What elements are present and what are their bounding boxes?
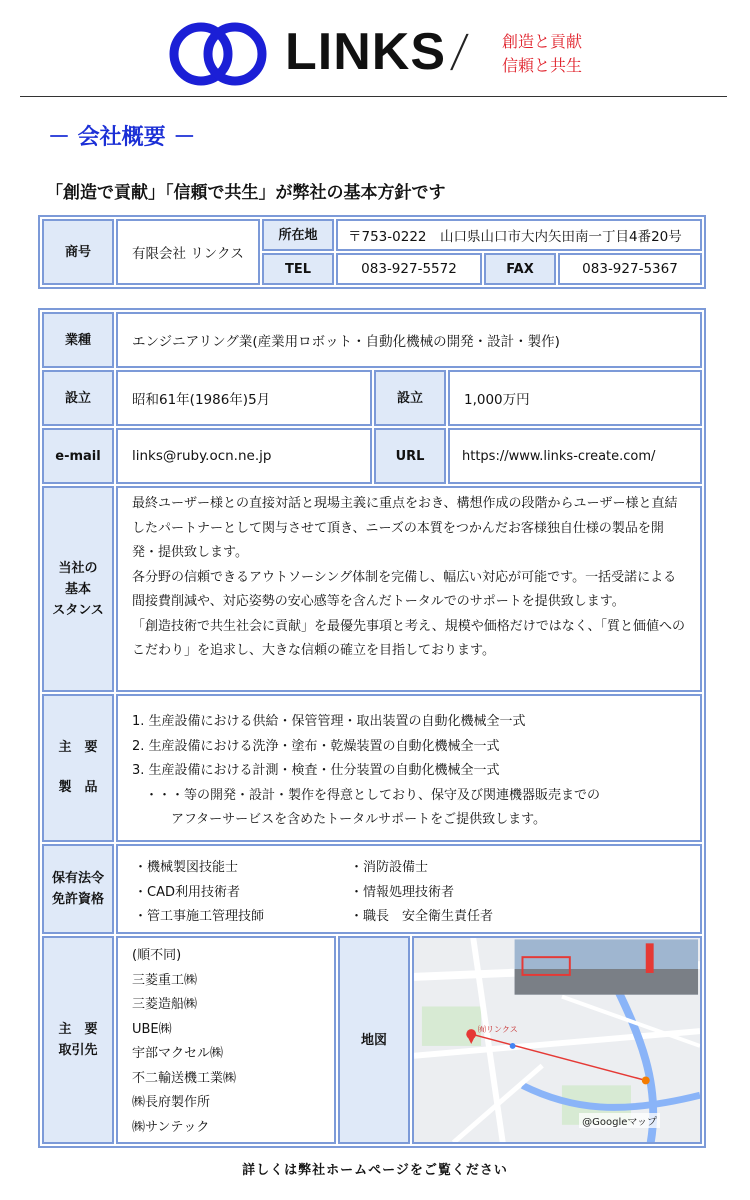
client-item: ㈱サンテック xyxy=(132,1119,210,1135)
footer-note: 詳しくは弊社ホームページをご覧ください xyxy=(242,1163,508,1178)
tel-label: TEL xyxy=(262,253,334,285)
stance-paragraph-2: 各分野の信頼できるアウトソーシング体制を完備し、幅広い対応が可能です。一括受諾による間接費削減や、対応姿勢の安心感等を含んだトータルでのサポートを提供致します。 xyxy=(132,569,677,609)
licenses-left-column xyxy=(118,846,264,930)
client-item: 不二輸送機工業㈱ xyxy=(132,1070,237,1086)
map-label: 地図 xyxy=(338,936,410,1144)
url-value[interactable]: https://www.links-create.com/ xyxy=(448,428,702,484)
brand-name: LINKS xyxy=(285,23,446,81)
license-item: ・CAD利用技術者 xyxy=(134,884,240,900)
stance-label-line-1: 当社の xyxy=(58,560,98,576)
product-item: 3. 生産設備における計測・検査・仕分装置の自動化機械全一式 xyxy=(132,763,500,778)
products-label xyxy=(42,694,114,842)
industry-value: エンジニアリング業(産業用ロボット・自動化機械の開発・設計・製作) xyxy=(116,312,702,368)
email-value[interactable]: links@ruby.ocn.ne.jp xyxy=(116,428,372,484)
clients-label-line-1: 主 要 xyxy=(58,1022,98,1037)
motto-line-2: 信頼と共生 xyxy=(502,56,583,75)
clients-list xyxy=(116,936,336,1144)
url-label: URL xyxy=(374,428,446,484)
license-item: ・管工事施工管理技師 xyxy=(134,909,265,924)
product-note: アフターサービスを含めたトータルサポートをご提供致します。 xyxy=(132,812,547,827)
license-item: ・機械製図技能士 xyxy=(134,860,239,875)
products-label-line-1: 主 要 xyxy=(58,740,98,755)
licenses-right-column xyxy=(334,846,493,930)
motto-line-1: 創造と貢献 xyxy=(502,32,583,51)
header-divider: / xyxy=(448,26,471,77)
name-value: 有限会社 リンクス xyxy=(116,219,260,285)
name-label: 商号 xyxy=(42,219,114,285)
client-item: 三菱造船㈱ xyxy=(132,997,198,1012)
founded-value: 昭和61年(1986年)5月 xyxy=(116,370,372,426)
license-item: ・情報処理技術者 xyxy=(350,884,455,900)
product-item: 2. 生産設備における洗浄・塗布・乾燥装置の自動化機械全一式 xyxy=(132,738,500,754)
product-item: 1. 生産設備における供給・保管管理・取出装置の自動化機械全一式 xyxy=(132,714,526,729)
licenses-list xyxy=(116,844,702,934)
policy-statement: 「創造で貢献」「信頼で共生」が弊社の基本方針です xyxy=(46,183,446,203)
client-item: UBE㈱ xyxy=(132,1021,172,1037)
products-label-line-2: 製 品 xyxy=(58,780,98,795)
address-label: 所在地 xyxy=(262,219,334,251)
fax-label: FAX xyxy=(484,253,556,285)
licenses-label xyxy=(42,844,114,934)
products-list xyxy=(116,694,702,842)
fax-value: 083-927-5367 xyxy=(558,253,702,285)
clients-label xyxy=(42,936,114,1144)
email-label: e-mail xyxy=(42,428,114,484)
section-title: － 会社概要 － xyxy=(48,125,196,150)
header-rule xyxy=(20,96,727,97)
page-header xyxy=(0,0,750,98)
client-item: ㈱長府製作所 xyxy=(132,1095,211,1110)
product-note: ・・・等の開発・設計・製作を得意としており、保守及び関連機器販売までの xyxy=(132,787,601,803)
stance-text xyxy=(116,486,702,692)
stance-label-line-3: スタンス xyxy=(52,602,104,618)
motto xyxy=(502,30,582,78)
client-item: 三菱重工㈱ xyxy=(132,972,198,988)
map-image[interactable] xyxy=(412,936,702,1144)
licenses-label-line-2: 免許資格 xyxy=(51,892,104,907)
stance-paragraph-1: 最終ユーザー様との直接対話と現場主義に重点をおき、構想作成の段階からユーザー様と直結したパートナーとして関与させて頂き、ニーズの本質をつかんだお客様独自仕様の製品を開発・提供致します。 xyxy=(132,496,678,560)
details-table xyxy=(38,308,706,1148)
capital-value: 1,000万円 xyxy=(448,370,702,426)
stance-paragraph-3: 「創造技術で共生社会に貢献」を最優先事項と考え、規模や価格だけではなく、「質と価値へのこだわり」を追求し、大きな信頼の確立を目指しております。 xyxy=(132,618,686,658)
stance-label-line-2: 基本 xyxy=(64,581,91,597)
founded-label: 設立 xyxy=(42,370,114,426)
stance-label xyxy=(42,486,114,692)
capital-label: 設立 xyxy=(374,370,446,426)
clients-label-line-2: 取引先 xyxy=(58,1043,98,1058)
licenses-label-line-1: 保有法令 xyxy=(51,871,104,886)
license-item: ・消防設備士 xyxy=(350,860,429,875)
license-item: ・職長 安全衛生責任者 xyxy=(350,909,494,924)
tel-value: 083-927-5572 xyxy=(336,253,482,285)
address-value: 〒753-0222 山口県山口市大内矢田南一丁目4番20号 xyxy=(336,219,702,251)
map-pin-label: ㈲リンクス xyxy=(478,1025,518,1034)
company-table xyxy=(38,215,706,289)
interlocking-rings-logo-icon xyxy=(168,22,268,86)
map-credit: @Googleマップ xyxy=(579,1113,660,1128)
client-item: 宇部マクセル㈱ xyxy=(132,1046,224,1061)
client-note: (順不同) xyxy=(132,948,182,963)
industry-label: 業種 xyxy=(42,312,114,368)
